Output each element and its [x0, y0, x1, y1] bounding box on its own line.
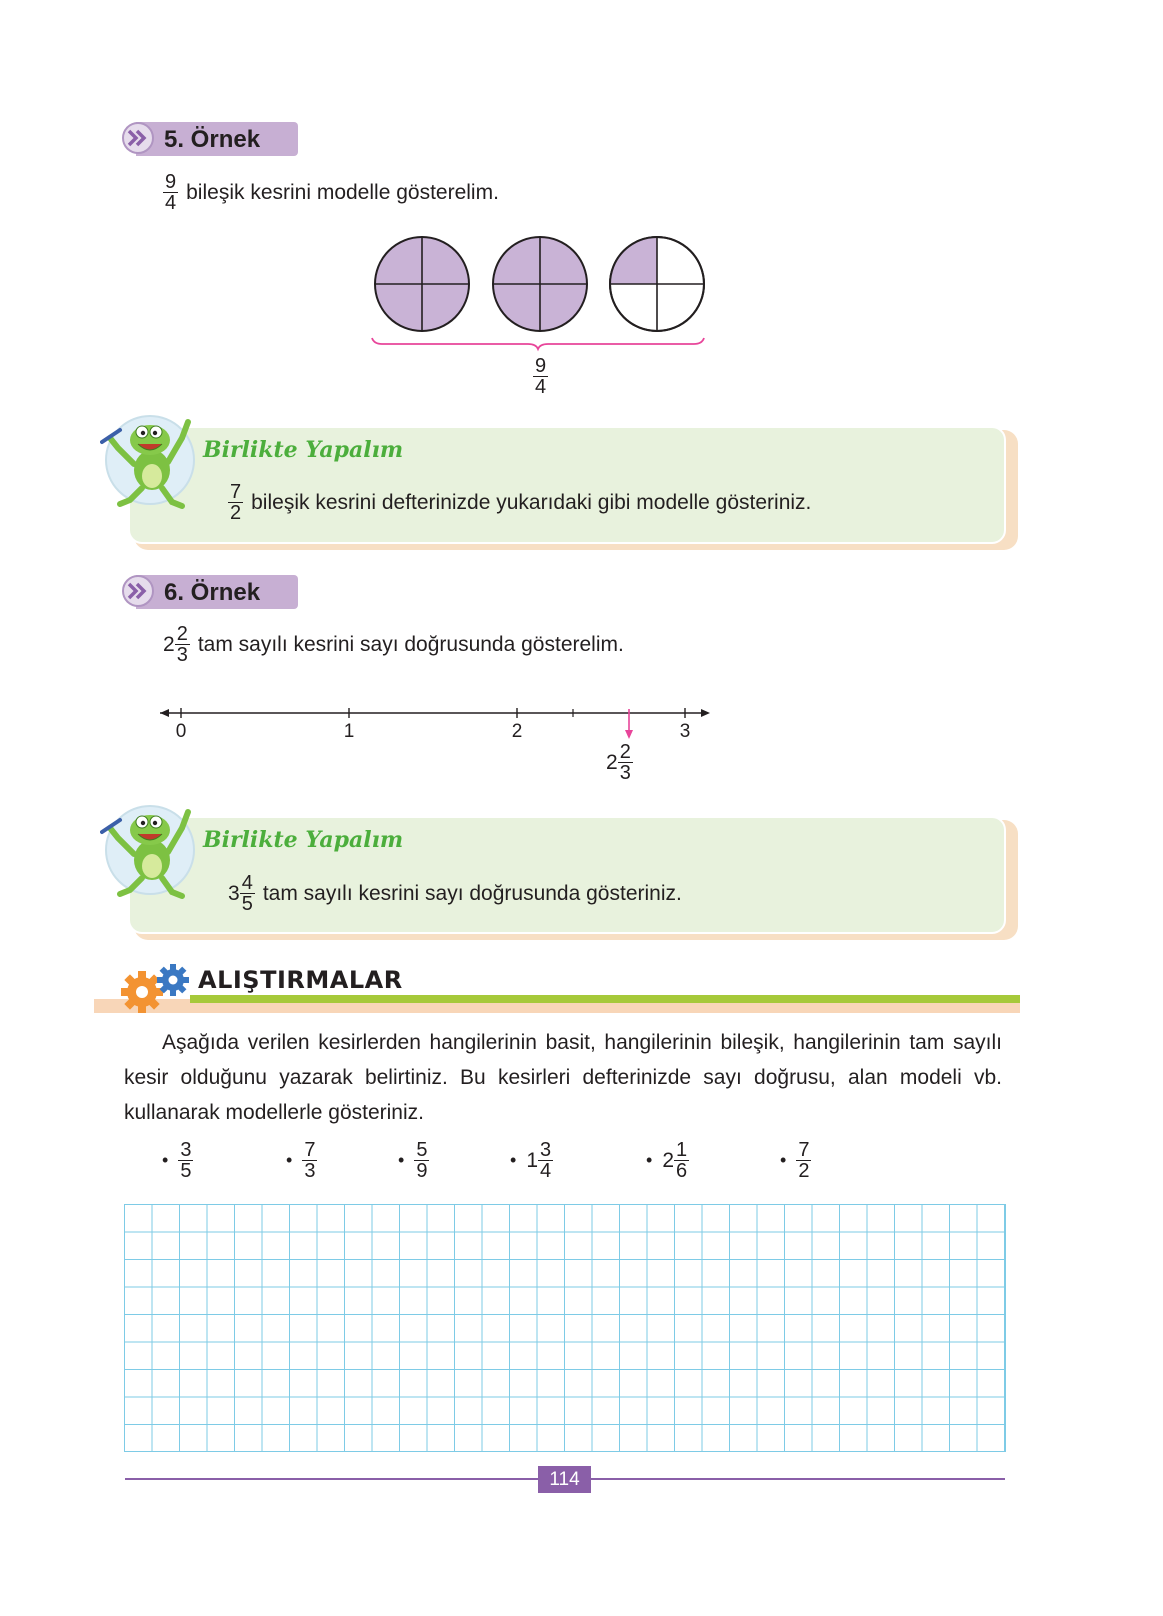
- fraction: $\frac{9}{4}$: [165, 171, 177, 214]
- exercise-item: • 1 $\frac{3}{4}$: [510, 1139, 552, 1182]
- brace: [372, 338, 704, 349]
- together-title-1: Birlikte Yapalım: [203, 437, 404, 463]
- circle-model-full-1: [375, 237, 469, 331]
- exercise-item: • $\frac{7}{2}$: [780, 1139, 810, 1182]
- mixed-number: 2 $\frac{2}{3}$: [163, 623, 188, 666]
- exercise-item: • $\frac{7}{3}$: [286, 1139, 316, 1182]
- example-6-label: 6. Örnek: [164, 579, 261, 606]
- exercises-title: ALIŞTIRMALAR: [198, 966, 403, 994]
- number-line-tick-label: 0: [175, 721, 187, 742]
- fraction: $\frac{7}{2}$: [230, 481, 242, 524]
- example-5-text: bileşik kesrini modelle gösterelim.: [186, 180, 499, 204]
- number-line-marker-arrow: [625, 730, 633, 739]
- exercise-item: • $\frac{5}{9}$: [398, 1139, 428, 1182]
- number-line-tick-label: 2: [511, 721, 523, 742]
- example-5-header: [122, 122, 298, 156]
- mixed-number: 3 $\frac{4}{5}$: [228, 872, 253, 915]
- example-6-text: tam sayılı kesrini sayı doğrusunda gösterelim.: [197, 632, 624, 656]
- exercise-item: • 2 $\frac{1}{6}$: [646, 1139, 688, 1182]
- grid-paper: [124, 1204, 1006, 1452]
- example-6-statement: [163, 624, 624, 665]
- exercises-paragraph: Aşağıda verilen kesirlerden hangilerinin basit, hangilerinin bileşik, hangilerinin tam sayılı kesir olduğunu yazarak belirtiniz. Bu kesirleri defterinizde sayı doğrusu, alan modeli vb. kullanarak modellerle gösteriniz.: [124, 1031, 1002, 1124]
- example-5-statement: [163, 172, 499, 213]
- example-6-header: [122, 575, 298, 609]
- number-line-tick-label: 1: [343, 721, 355, 742]
- double-chevron-icon: [122, 575, 154, 607]
- exercises-bar: [190, 995, 1020, 1003]
- example-5-label: 5. Örnek: [164, 126, 261, 153]
- page-number: 114: [538, 1466, 591, 1493]
- together-2-text: tam sayılı kesrini sayı doğrusunda gösteriniz.: [262, 881, 682, 905]
- brace-label: $\frac{9}{4}$: [535, 355, 547, 398]
- together-1-text: bileşik kesrini defterinizde yukarıdaki gibi modelle gösteriniz.: [251, 490, 812, 514]
- number-line-marker-label: 2 $\frac{2}{3}$: [606, 741, 631, 784]
- number-line-tick-label: 3: [679, 721, 691, 742]
- circle-model-full-2: [493, 237, 587, 331]
- exercise-item: • $\frac{3}{5}$: [162, 1139, 192, 1182]
- frog-mascot-icon: [100, 408, 200, 513]
- frog-mascot-icon: [100, 798, 200, 903]
- together-2-statement: [228, 873, 682, 914]
- gears-icon: [120, 962, 192, 1014]
- together-title-2: Birlikte Yapalım: [203, 827, 404, 853]
- together-1-statement: [228, 482, 811, 523]
- double-chevron-icon: [122, 122, 154, 154]
- circle-models: [360, 228, 720, 353]
- number-line: [155, 702, 720, 747]
- circle-model-quarter: [610, 237, 704, 331]
